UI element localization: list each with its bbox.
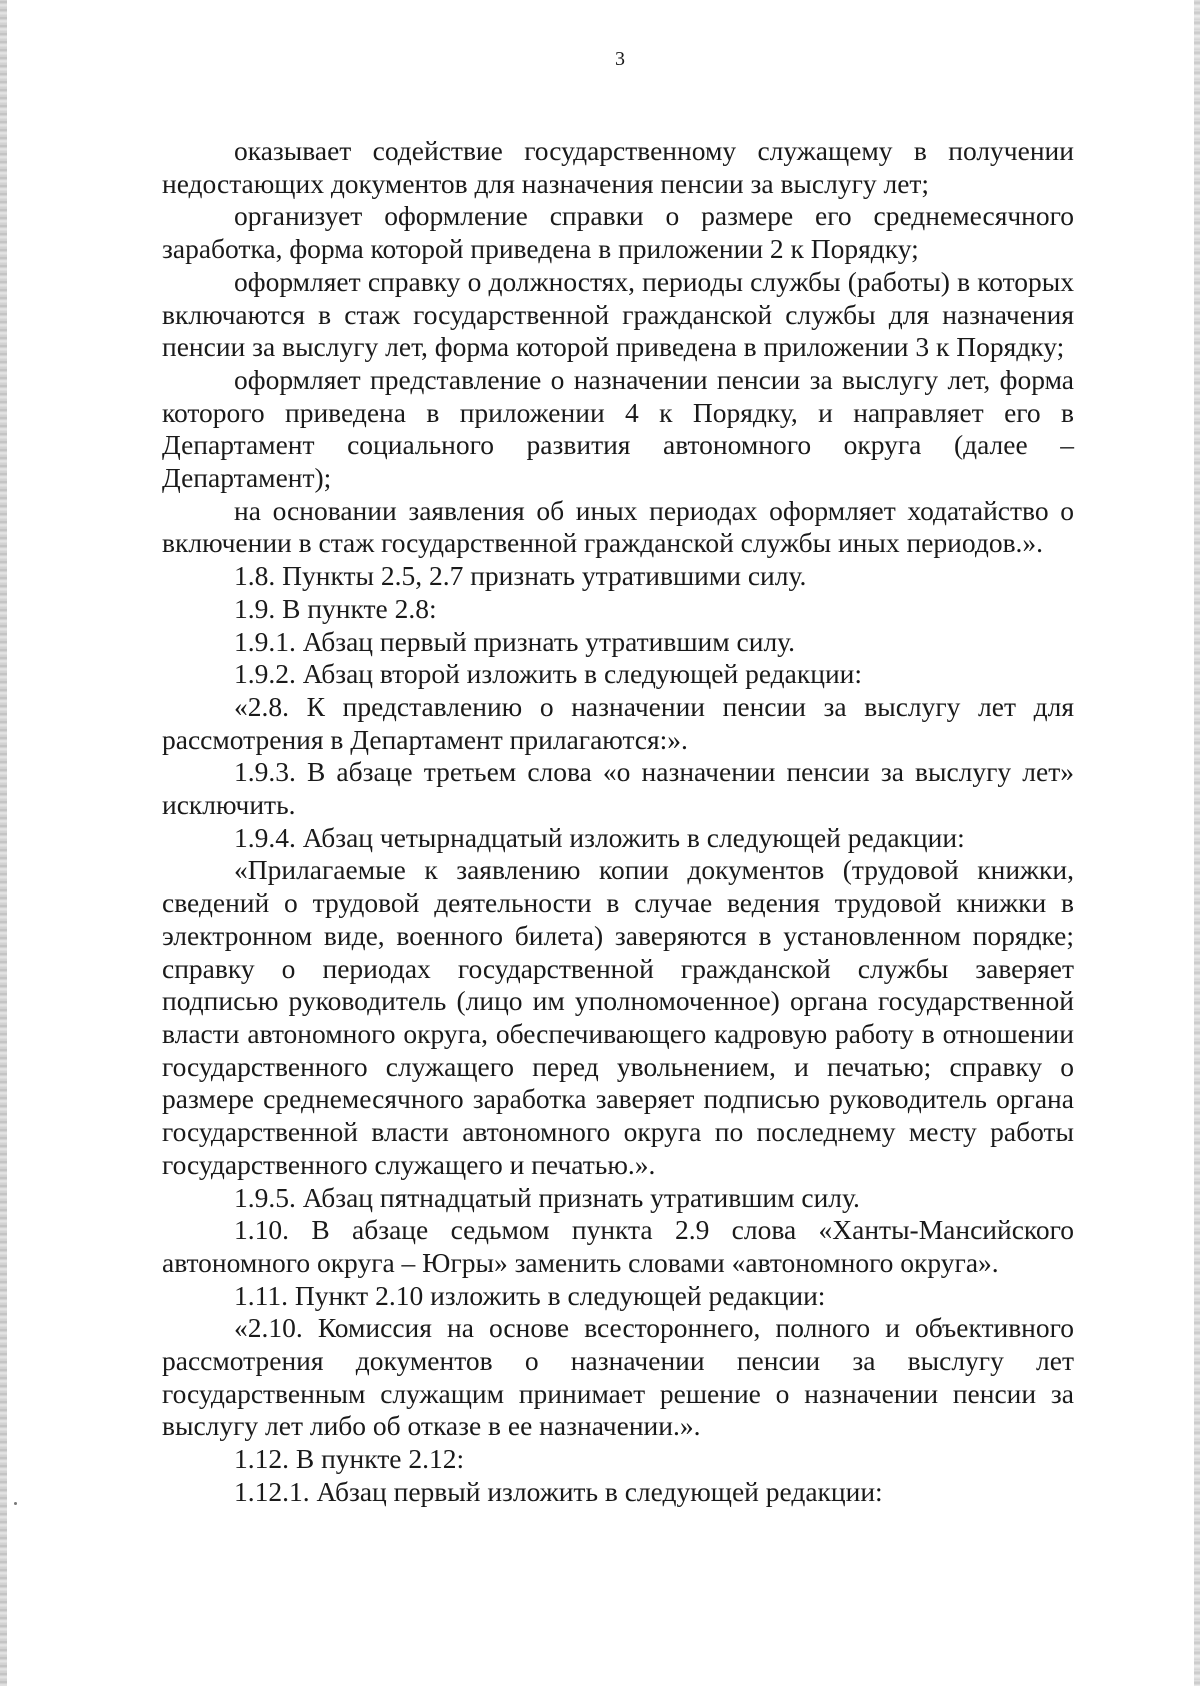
- paragraph: оформляет справку о должностях, периоды службы (работы) в которых включаются в стаж государственной гражданской службы для назначения пенсии за выслугу лет, форма которой приведена в приложении 3 к Порядку;: [162, 265, 1074, 363]
- paragraph: 1.10. В абзаце седьмом пункта 2.9 слова «Ханты-Мансийского автономного округа – Югры» заменить словами «автономного округа».: [162, 1214, 1074, 1278]
- paragraph: оказывает содействие государственному служащему в получении недостающих документов для назначения пенсии за выслугу лет;: [162, 135, 1074, 199]
- body-text: [162, 135, 1074, 1509]
- page-number: 3: [615, 48, 625, 70]
- paragraph: оформляет представление о назначении пенсии за выслугу лет, форма которого приведена в приложении 4 к Порядку, и направляет его в Департамент социального развития автономного округа (далее – Департамент);: [162, 363, 1074, 494]
- scan-edge-left: [0, 0, 7, 1686]
- paragraph: 1.12.1. Абзац первый изложить в следующей редакции:: [234, 1475, 883, 1507]
- paragraph: 1.9.4. Абзац четырнадцатый изложить в следующей редакции:: [234, 821, 965, 853]
- paragraph: 1.12. В пункте 2.12:: [234, 1443, 465, 1475]
- paragraph: 1.9.2. Абзац второй изложить в следующей редакции:: [234, 658, 863, 690]
- paragraph: «2.8. К представлению о назначении пенсии за выслугу лет для рассмотрения в Департамент прилагаются:».: [162, 690, 1074, 755]
- paragraph: «Прилагаемые к заявлению копии документов (трудовой книжки, сведений о трудовой деятельности в случае ведения трудовой книжки в электронном виде, военного билета) заверяются в установленном порядке; справку о периодах государственной гражданской службы заверяет подписью руководитель (лицо им уполномоченное) органа государственной власти автономного округа, обеспечивающего кадровую работу в отношении государственного служащего перед увольнением, и печатью; справку о размере среднемесячного заработка заверяет подписью руководитель органа государственной власти автономного округа по последнему месту работы государственного служащего и печатью.».: [162, 854, 1074, 1180]
- paragraph: 1.9.1. Абзац первый признать утратившим силу.: [234, 625, 796, 657]
- scan-edge-right: [1194, 0, 1200, 1686]
- paragraph: «2.10. Комиссия на основе всестороннего, полного и объективного рассмотрения документов о назначении пенсии за выслугу лет государственным служащим принимает решение о назначении пенсии за выслугу лет либо об отказе в ее назначении.».: [162, 1312, 1074, 1442]
- paragraph: 1.9.3. В абзаце третьем слова «о назначении пенсии за выслугу лет» исключить.: [162, 756, 1074, 821]
- paragraph: 1.9. В пункте 2.8:: [234, 592, 437, 624]
- scan-speck: [14, 1502, 17, 1505]
- paragraph: 1.9.5. Абзац пятнадцатый признать утратившим силу.: [234, 1181, 860, 1213]
- paragraph: 1.11. Пункт 2.10 изложить в следующей редакции:: [234, 1279, 826, 1311]
- paragraph: 1.8. Пункты 2.5, 2.7 признать утратившими силу.: [234, 560, 807, 592]
- paragraph: организует оформление справки о размере его среднемесячного заработка, форма которой приведена в приложении 2 к Порядку;: [162, 200, 1074, 265]
- paragraph: на основании заявления об иных периодах оформляет ходатайство о включении в стаж государственной гражданской службы иных периодов.».: [162, 494, 1074, 559]
